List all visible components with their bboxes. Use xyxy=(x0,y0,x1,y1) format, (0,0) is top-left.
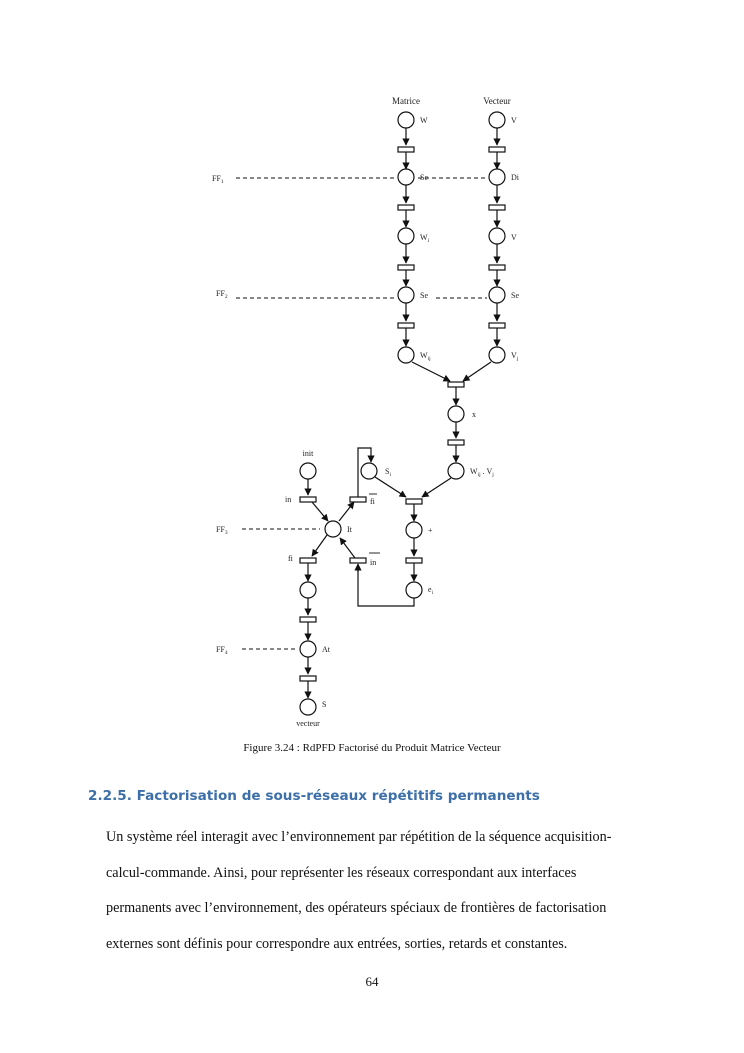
label-v: V xyxy=(511,116,517,125)
transition xyxy=(300,676,316,681)
label-v-2: V xyxy=(511,233,517,242)
label-fi-bar: fi xyxy=(370,497,375,506)
transition xyxy=(398,147,414,152)
header-matrice: Matrice xyxy=(392,96,420,106)
section-heading: 2.2.5. Factorisation de sous-réseaux répétitifs permanents xyxy=(88,788,540,804)
in-transition xyxy=(300,497,316,502)
transition xyxy=(489,205,505,210)
place-se-1 xyxy=(398,169,414,185)
place-v xyxy=(489,112,505,128)
section-paragraph xyxy=(106,820,666,962)
place-s xyxy=(300,699,316,715)
label-init: init xyxy=(302,449,314,458)
transition xyxy=(398,265,414,270)
sum-transition xyxy=(406,499,422,504)
label-s: S xyxy=(322,700,327,709)
label-se-1: Se xyxy=(420,173,428,182)
label-si: $S_i$ xyxy=(385,467,391,478)
transition xyxy=(489,323,505,328)
label-at: At xyxy=(322,645,330,654)
transition xyxy=(398,323,414,328)
place-di xyxy=(489,169,505,185)
place-wij-vj xyxy=(448,463,464,479)
place-plus xyxy=(406,522,422,538)
figure-caption: Figure 3.24 : RdPFD Factorisé du Produit Matrice Vecteur xyxy=(243,742,501,754)
transition xyxy=(489,265,505,270)
place-after-fi xyxy=(300,582,316,598)
header-vecteur: Vecteur xyxy=(483,96,511,106)
label-di: Di xyxy=(511,173,519,182)
frontier-ff3: $FF_3$ xyxy=(216,525,228,536)
transition xyxy=(489,147,505,152)
label-in: in xyxy=(285,495,292,504)
transition xyxy=(300,617,316,622)
label-w: W xyxy=(420,116,428,125)
place-si xyxy=(361,463,377,479)
place-v-2 xyxy=(489,228,505,244)
fi-bar-transition xyxy=(350,497,366,502)
label-se-2: Se xyxy=(420,291,428,300)
paragraph-line: calcul-commande. Ainsi, pour représenter les réseaux correspondant aux interfaces xyxy=(106,864,577,881)
place-wij xyxy=(398,347,414,363)
frontier-ff2: $FF_2$ xyxy=(216,289,228,300)
place-it xyxy=(325,521,341,537)
paragraph-line: permanents avec l’environnement, des opérateurs spéciaux de frontières de factorisation xyxy=(106,900,607,916)
rdpfd-diagram xyxy=(200,88,544,730)
label-fi: fi xyxy=(288,554,293,563)
page-number: 64 xyxy=(365,974,379,989)
join-transition xyxy=(448,382,464,387)
label-wij-vj: $W_{ij}$ . $V_j$ xyxy=(470,467,494,478)
fi-transition xyxy=(300,558,316,563)
iterator-section xyxy=(300,463,341,715)
label-wij: $W_{ij}$ xyxy=(420,351,431,362)
paragraph-line: Un système réel interagit avec l’environnement par répétition de la séquence acquisition- xyxy=(106,829,612,845)
figure-panel xyxy=(200,88,544,730)
place-se-2 xyxy=(398,287,414,303)
label-vecteur-output: vecteur xyxy=(296,719,320,728)
place-vj xyxy=(489,347,505,363)
in-bar-transition xyxy=(350,558,366,563)
matrice-column xyxy=(398,112,414,363)
place-se-3 xyxy=(489,287,505,303)
label-vj: $V_j$ xyxy=(511,351,519,362)
label-in-bar: in xyxy=(370,558,377,567)
transition xyxy=(406,558,422,563)
label-x: x xyxy=(472,410,476,419)
accumulator-section xyxy=(339,448,451,606)
place-init xyxy=(300,463,316,479)
label-it: It xyxy=(347,525,352,534)
paragraph-line: externes sont définis pour correspondre aux entrées, sorties, retards et constantes. xyxy=(106,935,568,952)
label-plus: + xyxy=(428,526,433,535)
label-se-3: Se xyxy=(511,291,519,300)
place-x xyxy=(448,406,464,422)
product-section xyxy=(412,362,491,479)
frontier-ff4: $FF_4$ xyxy=(216,645,228,656)
transition xyxy=(448,440,464,445)
vecteur-column xyxy=(489,112,505,363)
place-ei xyxy=(406,582,422,598)
place-wi xyxy=(398,228,414,244)
place-w xyxy=(398,112,414,128)
label-ei: $e_i$ xyxy=(428,585,434,596)
frontier-ff1: $FF_1$ xyxy=(212,174,224,185)
transition xyxy=(398,205,414,210)
place-at xyxy=(300,641,316,657)
label-wi: $W_i$ xyxy=(420,233,430,244)
